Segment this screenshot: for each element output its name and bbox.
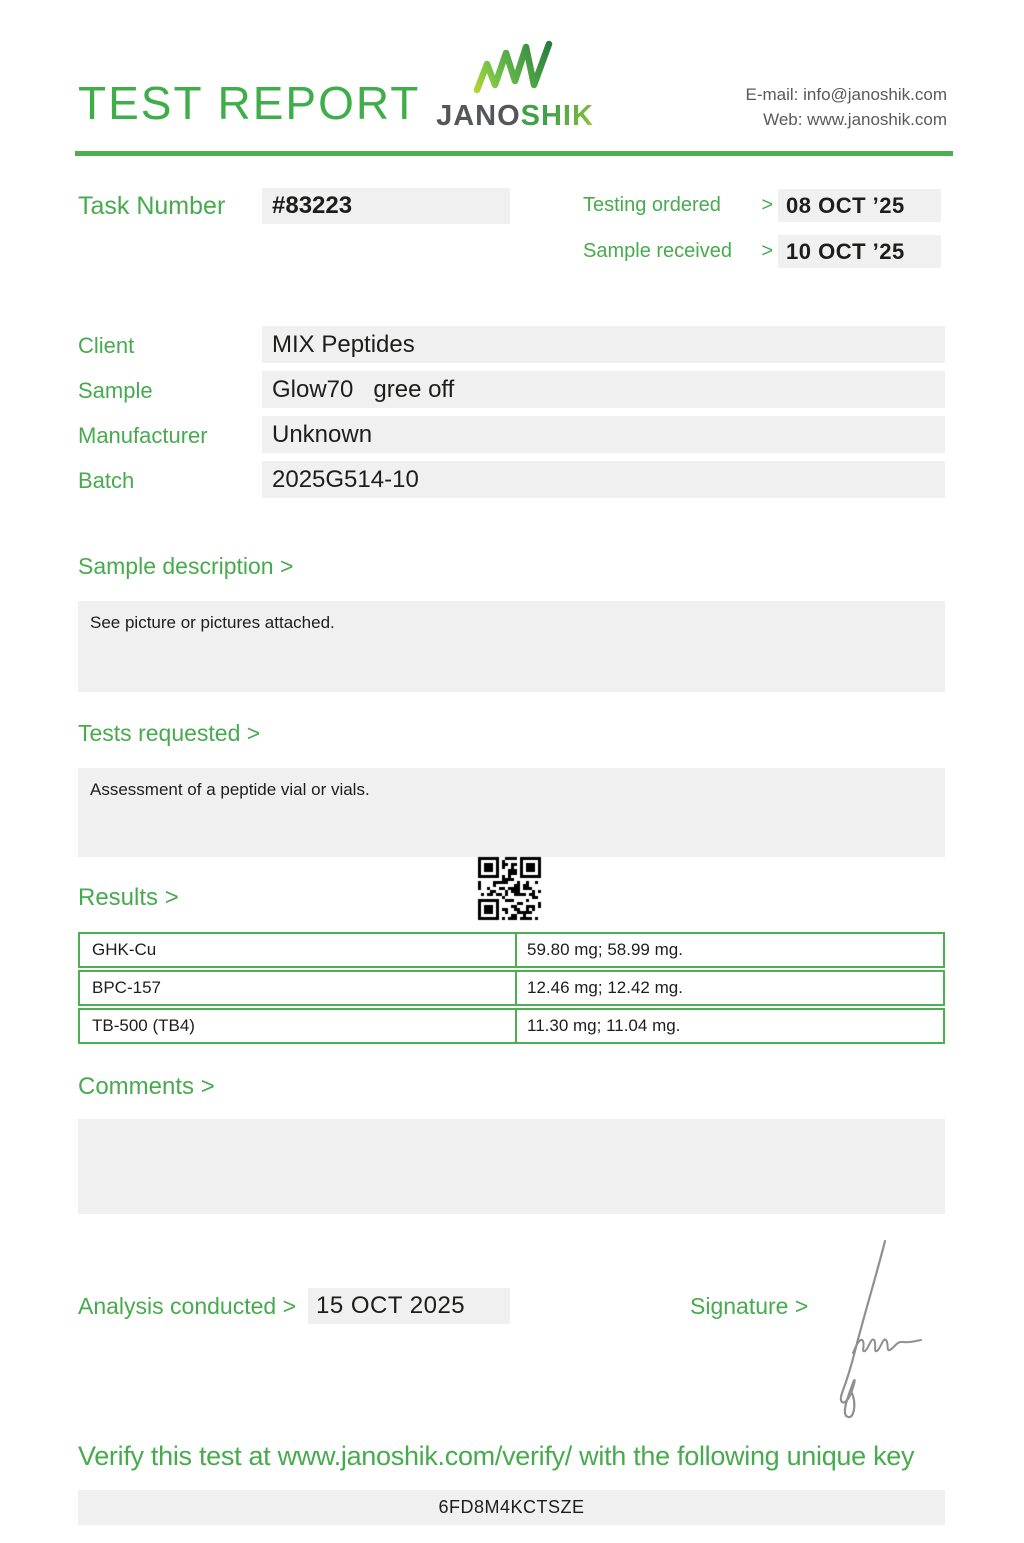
results-heading: Results > — [78, 884, 179, 911]
sample-description-heading: Sample description > — [78, 553, 294, 579]
growth-chart-icon — [467, 40, 563, 98]
tests-requested-box — [78, 768, 945, 857]
table-row — [78, 932, 945, 968]
signature-label: Signature > — [690, 1293, 809, 1319]
testing-ordered-label: Testing ordered > — [583, 194, 773, 216]
batch-value: 2025G514-10 — [262, 461, 945, 498]
analysis-date-value: 15 OCT 2025 — [308, 1288, 510, 1324]
manufacturer-label: Manufacturer — [78, 423, 208, 448]
sample-description-text: See picture or pictures attached. — [90, 613, 335, 632]
brand-name-secondary: SHIK — [520, 100, 594, 132]
brand-wordmark — [430, 100, 600, 133]
arrow-icon: > — [761, 240, 773, 262]
brand-logo — [430, 40, 600, 133]
table-row — [78, 1008, 945, 1044]
client-label: Client — [78, 333, 135, 358]
client-value: MIX Peptides — [262, 326, 945, 363]
result-value: 11.30 mg; 11.04 mg. — [527, 1016, 681, 1035]
manufacturer-value: Unknown — [262, 416, 945, 453]
arrow-icon: > — [761, 194, 773, 216]
comments-heading: Comments > — [78, 1073, 215, 1100]
sample-description-box — [78, 601, 945, 692]
result-value: 59.80 mg; 58.99 mg. — [527, 940, 683, 959]
table-row — [78, 970, 945, 1006]
contact-web: Web: www.janoshik.com — [763, 110, 947, 129]
sample-received-label: Sample received > — [583, 240, 773, 262]
result-name: BPC-157 — [80, 972, 517, 1004]
sample-label: Sample — [78, 378, 153, 403]
header-divider — [75, 151, 953, 156]
qr-code — [477, 856, 543, 922]
verify-instruction: Verify this test at www.janoshik.com/verify/ with the following unique key — [78, 1441, 915, 1471]
tests-requested-text: Assessment of a peptide vial or vials. — [90, 780, 370, 799]
page-title: TEST REPORT — [78, 77, 421, 129]
unique-key-value: 6FD8M4KCTSZE — [78, 1490, 945, 1525]
tests-requested-heading: Tests requested > — [78, 720, 261, 746]
contact-email: E-mail: info@janoshik.com — [745, 85, 947, 104]
results-table — [78, 932, 945, 1044]
analysis-conducted-label: Analysis conducted > — [78, 1293, 296, 1319]
task-number-label: Task Number — [78, 192, 226, 220]
result-value: 12.46 mg; 12.42 mg. — [527, 978, 683, 997]
sample-value: Glow70 gree off — [262, 371, 945, 408]
signature-scrawl — [823, 1233, 943, 1423]
sample-received-value: 10 OCT ’25 — [778, 235, 941, 268]
result-name: TB-500 (TB4) — [80, 1010, 517, 1042]
batch-label: Batch — [78, 468, 135, 493]
result-name: GHK-Cu — [80, 934, 517, 966]
contact-info — [746, 82, 948, 132]
comments-box — [78, 1119, 945, 1214]
task-number-value: #83223 — [262, 188, 510, 224]
brand-name-primary: JANO — [436, 100, 521, 132]
testing-ordered-value: 08 OCT ’25 — [778, 189, 941, 222]
